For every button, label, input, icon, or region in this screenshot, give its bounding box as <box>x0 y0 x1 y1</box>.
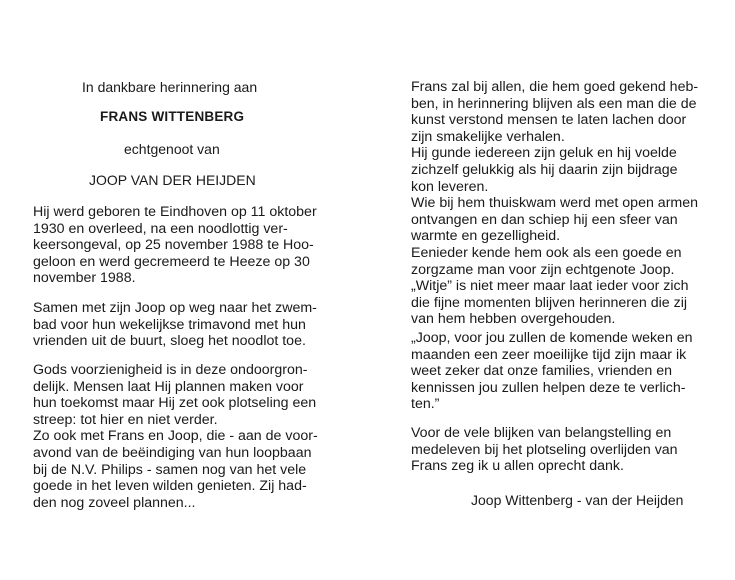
thanks-paragraph: Voor de vele blijken van belangstelling en medeleven bij het plotseling overlijden van Frans zeg ik u allen oprecht dank. <box>411 425 678 475</box>
providence-paragraph: Gods voorzienigheid is in deze ondoorgron- delijk. Mensen laat Hij plannen maken voor hun toekomst maar Hij zet ook plotseling een streep: tot hier en niet verder. Zo ook met Frans en Joop, die - aan de voor- avond van de beëindiging van hun loopbaan bij de N.V. Philips - samen nog van het vele goede in het leven wilden genieten. Zij had- den nog zoveel plannen... <box>33 362 318 511</box>
relation-text: echtgenoot van <box>124 141 220 157</box>
memorial-heading: In dankbare herinnering aan <box>82 79 258 95</box>
biography-paragraph: Hij werd geboren te Eindhoven op 11 oktober 1930 en overleed, na een noodlottig ver- keersongeval, op 25 november 1988 te Hoo- geloon en werd gecremeerd te Heeze op 30 november 1988. <box>33 204 317 287</box>
accident-paragraph: Samen met zijn Joop op weg naar het zwem- bad voor hun wekelijkse trimavond met hun vrienden uit de buurt, sloeg het noodlot toe. <box>33 300 317 350</box>
remembrance-paragraph: Frans zal bij allen, die hem goed gekend heb- ben, in herinnering blijven als een man die de kunst verstond mensen te laten lachen door zijn smakelijke verhalen. Hij gunde iedereen zijn geluk en hij voelde zichzelf gelukkig als hij daarin zijn bijdrage kon leveren. Wie bij hem thuiskwam werd met open armen ontvangen en dan schiep hij een sfeer van warmte en gezelligheid. Eenieder kende hem ook als een goede en zorgzame man voor zijn echtgenote Joop. „Witje” is niet meer maar laat ieder voor zich die fijne momenten blijven herinneren die zij van hem hebben overgehouden. <box>411 79 699 328</box>
deceased-name: FRANS WITTENBERG <box>100 109 245 124</box>
signature: Joop Wittenberg - van der Heijden <box>471 492 684 508</box>
spouse-name: JOOP VAN DER HEIJDEN <box>89 172 256 188</box>
quote-paragraph: „Joop, voor jou zullen de komende weken en maanden een zeer moeilijke tijd zijn maar ik weet zeker dat onze families, vrienden en kennissen jou zullen helpen deze te verlich- ten.” <box>411 330 693 413</box>
